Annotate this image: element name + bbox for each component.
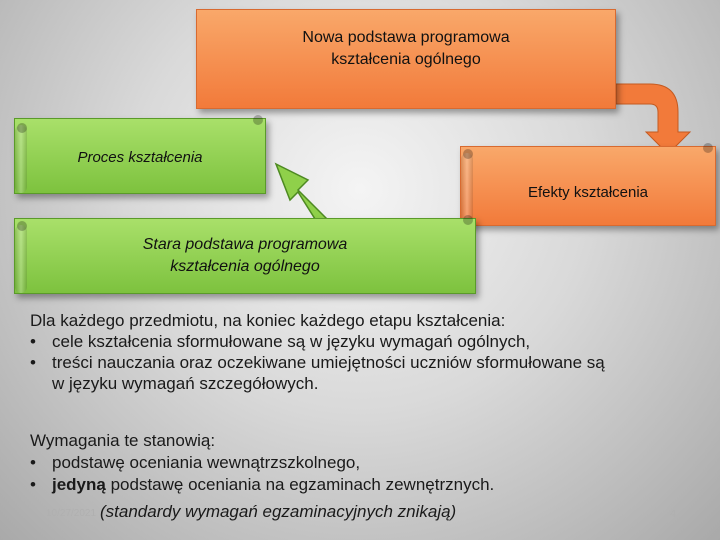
scroll-dot xyxy=(703,143,713,153)
new-curriculum-label: Nowa podstawa programowa kształcenia ogólnego xyxy=(302,29,510,68)
outcomes-scroll xyxy=(460,146,716,226)
scroll-dot xyxy=(253,115,263,125)
scroll-dot xyxy=(17,221,27,231)
new-curriculum-box xyxy=(196,9,616,109)
scroll-dot xyxy=(17,123,27,133)
scroll-dot xyxy=(463,149,473,159)
old-curriculum-label: Stara podstawa programowa kształcenia ogólnego xyxy=(142,236,348,275)
date-label: 10/27/2021 xyxy=(46,508,97,519)
process-label: Proces kształcenia xyxy=(77,149,203,166)
intro-text: Dla każdego przedmiotu, na koniec każdego etapu kształcenia: xyxy=(30,311,506,330)
scroll-curl-left xyxy=(15,125,27,193)
scroll-dot xyxy=(463,215,473,225)
outcomes-label: Efekty kształcenia xyxy=(527,183,649,201)
list-item-continuation: w języku wymagań szczegółowych. xyxy=(52,374,319,393)
list-item: • cele kształcenia sformułowane są w języku wymagań ogólnych, xyxy=(30,332,531,351)
orange-arrow xyxy=(616,84,690,154)
list-item: • treści nauczania oraz oczekiwane umiejętności uczniów sformułowane są xyxy=(30,353,605,372)
process-scroll xyxy=(14,118,266,194)
list-item: • podstawę oceniania wewnątrzszkolnego, xyxy=(30,453,361,472)
footnote: (standardy wymagań egzaminacyjnych znikają) xyxy=(100,502,457,521)
list-item: • jedyną podstawę oceniania na egzaminach zewnętrznych. xyxy=(30,475,495,494)
page-number: 4 xyxy=(670,508,677,520)
requirements-text xyxy=(30,430,714,496)
main-text xyxy=(30,310,714,394)
requirements-intro: Wymagania te stanowią: xyxy=(30,431,216,450)
emphasis-text: jedyną xyxy=(52,475,106,494)
old-curriculum-scroll xyxy=(14,218,476,294)
scroll-curl-left xyxy=(15,225,27,293)
